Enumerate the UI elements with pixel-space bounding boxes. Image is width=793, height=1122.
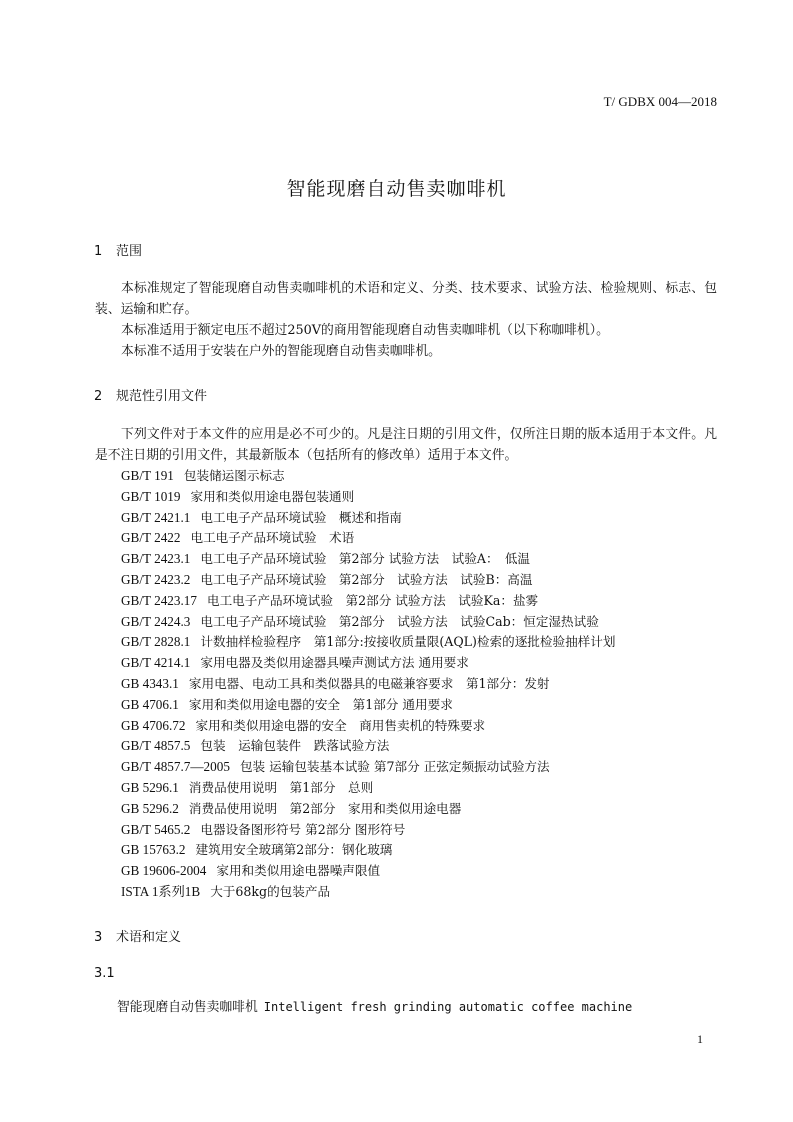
reference-code: GB/T 4857.7—2005 (121, 759, 230, 775)
reference-item (121, 840, 615, 861)
reference-code: GB/T 2423.17 (121, 592, 197, 608)
reference-title: 消费品使用说明 第1部分 总则 (188, 779, 374, 795)
reference-item (121, 591, 615, 612)
reference-code: GB 5296.2 (121, 800, 179, 816)
reference-title: 家用和类似用途电器包装通则 (190, 488, 355, 504)
section-heading-terms (94, 926, 181, 945)
reference-item (121, 695, 615, 716)
reference-code: GB/T 2423.2 (121, 571, 191, 587)
reference-title: 电工电子产品环境试验 术语 (190, 530, 355, 546)
scope-paragraph-3: 本标准不适用于安装在户外的智能现磨自动售卖咖啡机。 (121, 344, 441, 359)
reference-title: 家用电器、电动工具和类似器具的电磁兼容要求 第1部分：发射 (188, 675, 550, 691)
reference-code: GB/T 5465.2 (121, 821, 191, 837)
reference-code: GB/T 2422 (121, 530, 181, 546)
section-number: 1 (94, 244, 103, 259)
reference-title: 包装 运输包装件 跌落试验方法 (200, 738, 390, 754)
page-number: 1 (697, 1032, 703, 1046)
reference-code: GB/T 2424.3 (121, 613, 191, 629)
reference-item (121, 466, 615, 487)
reference-code: GB/T 1019 (121, 488, 181, 504)
reference-item (121, 882, 615, 903)
reference-item (121, 549, 615, 570)
reference-item (121, 508, 615, 529)
term-english: Intelligent fresh grinding automatic coffee machine (263, 1000, 633, 1014)
reference-item (121, 487, 615, 508)
reference-code: GB/T 2421.1 (121, 509, 191, 525)
reference-item (121, 778, 615, 799)
reference-item (121, 528, 615, 549)
references-intro: 下列文件对于本文件的应用是必不可少的。凡是注日期的引用文件，仅所注日期的版本适用于本文件。凡是不注日期的引用文件，其最新版本（包括所有的修改单）适用于本文件。 (95, 427, 717, 463)
section-title: 范围 (116, 244, 143, 259)
reference-code: GB 4706.72 (121, 717, 186, 733)
reference-code: GB 15763.2 (121, 842, 186, 858)
reference-code: GB/T 191 (121, 468, 174, 483)
term-chinese: 智能现磨自动售卖咖啡机 (117, 1000, 258, 1015)
scope-paragraph-1: 本标准规定了智能现磨自动售卖咖啡机的术语和定义、分类、技术要求、试验方法、检验规则、标志、包装、运输和贮存。 (95, 281, 717, 317)
reference-code: GB/T 4214.1 (121, 655, 191, 671)
reference-title: 电器设备图形符号 第2部分 图形符号 (200, 821, 406, 837)
reference-item (121, 632, 615, 653)
reference-title: 电工电子产品环境试验 第2部分 试验方法 试验A： 低温 (200, 551, 531, 567)
reference-item (121, 820, 615, 841)
reference-code: GB/T 4857.5 (121, 738, 191, 754)
section-title: 术语和定义 (116, 930, 182, 945)
reference-title: 电工电子产品环境试验 概述和指南 (200, 509, 402, 525)
reference-item (121, 653, 615, 674)
standard-number: T/ GDBX 004—2018 (603, 94, 717, 109)
reference-title: 计数抽样检验程序 第1部分:按接收质量限(AQL)检索的逐批检验抽样计划 (200, 634, 616, 650)
reference-title: 家用和类似用途电器的安全 商用售卖机的特殊要求 (195, 717, 486, 733)
reference-title: 建筑用安全玻璃第2部分：钢化玻璃 (195, 842, 393, 858)
reference-title: 大于68kg的包装产品 (210, 883, 331, 899)
reference-code: GB 4706.1 (121, 696, 179, 712)
reference-item (121, 861, 615, 882)
reference-item (121, 612, 615, 633)
reference-code: GB 5296.1 (121, 779, 179, 795)
reference-item (121, 674, 615, 695)
term-number: 3.1 (94, 966, 115, 981)
reference-title: 家用和类似用途电器噪声限值 (216, 863, 381, 879)
reference-title: 电工电子产品环境试验 第2部分 试验方法 试验Cab：恒定湿热试验 (200, 613, 599, 629)
reference-list (121, 466, 615, 903)
reference-item (121, 757, 615, 778)
reference-title: 消费品使用说明 第2部分 家用和类似用途电器 (188, 800, 462, 816)
reference-code: GB/T 2828.1 (121, 634, 191, 650)
reference-item (121, 716, 615, 737)
reference-title: 包装 运输包装基本试验 第7部分 正弦定频振动试验方法 (239, 759, 550, 775)
reference-code: ISTA 1系列1B (121, 883, 201, 899)
reference-item (121, 570, 615, 591)
reference-code: GB 19606-2004 (121, 863, 207, 879)
section-heading-references (94, 385, 207, 404)
section-number: 2 (94, 389, 103, 404)
reference-item (121, 736, 615, 757)
section-number: 3 (94, 930, 103, 945)
term-entry (117, 996, 632, 1015)
reference-item (121, 799, 615, 820)
reference-code: GB/T 2423.1 (121, 551, 191, 567)
scope-paragraph-2: 本标准适用于额定电压不超过250V的商用智能现磨自动售卖咖啡机（以下称咖啡机）。 (121, 323, 609, 338)
reference-title: 家用和类似用途电器的安全 第1部分 通用要求 (188, 696, 453, 712)
reference-title: 家用电器及类似用途器具噪声测试方法 通用要求 (200, 655, 469, 671)
reference-code: GB 4343.1 (121, 675, 179, 691)
reference-title: 包装储运图示标志 (183, 468, 285, 483)
document-title: 智能现磨自动售卖咖啡机 (286, 178, 507, 200)
reference-title: 电工电子产品环境试验 第2部分 试验方法 试验Ka：盐雾 (206, 592, 539, 608)
section-title: 规范性引用文件 (116, 389, 208, 404)
reference-title: 电工电子产品环境试验 第2部分 试验方法 试验B：高温 (200, 571, 533, 587)
section-heading-scope (94, 240, 142, 259)
